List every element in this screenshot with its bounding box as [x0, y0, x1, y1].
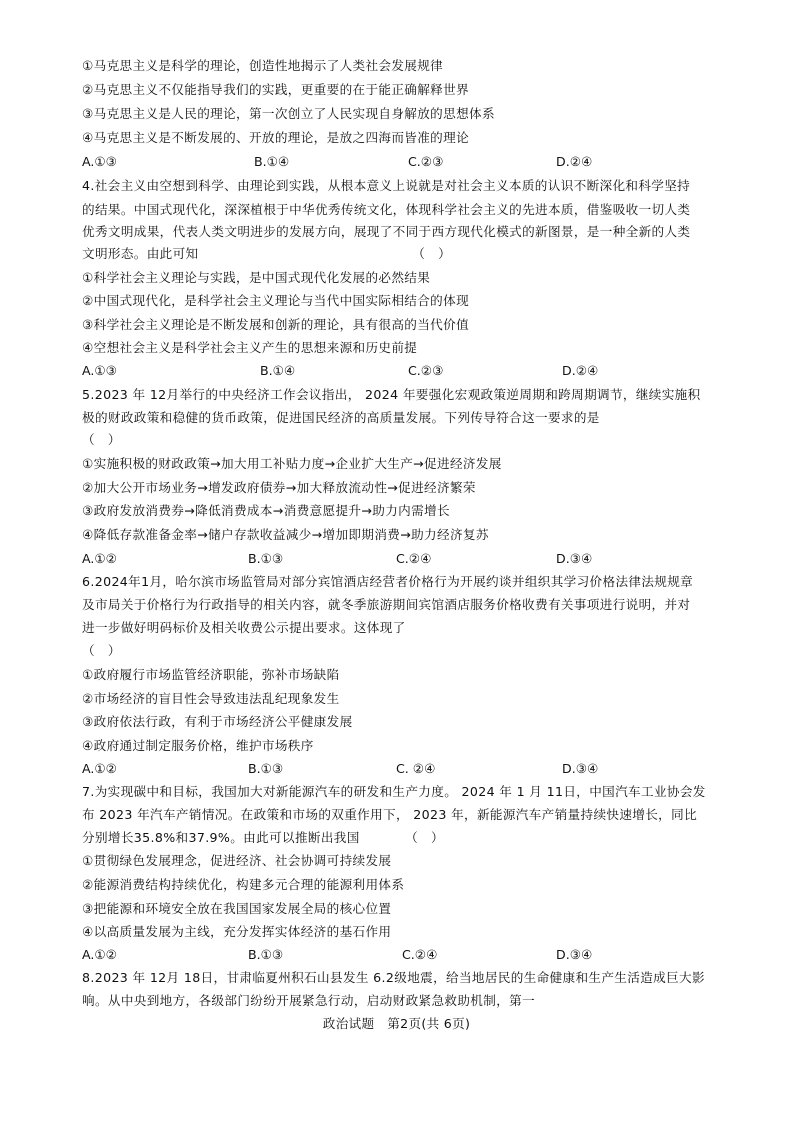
q4-stem-line-4: 文明形态。由此可知 （ ） [82, 246, 452, 261]
q6-item-3: ③政府依法行政，有利于市场经济公平健康发展 [82, 714, 353, 729]
page-footer: 政治试题 第2页(共 6页) [322, 1016, 471, 1031]
q7-stem-line-2: 布 2023 年汽车产销情况。在政策和市场的双重作用下， 2023 年，新能源汽车产销量持续快速增长，同比 [82, 807, 698, 822]
q3-options [82, 154, 722, 170]
q5-item-4: ④降低存款准备金率→储户存款收益减少→增加即期消费→助力经济复苏 [82, 527, 489, 542]
q4-item-4: ④空想社会主义是科学社会主义产生的思想来源和历史前提 [82, 340, 418, 355]
q4-option-c: C.②③ [408, 363, 444, 378]
q6-item-1: ①政府履行市场监管经济职能，弥补市场缺陷 [82, 667, 340, 682]
q6-stem-line-1: 6.2024年1月，哈尔滨市场监管局对部分宾馆酒店经营者价格行为开展约谈并组织其学习价格法律法规规章 [82, 574, 694, 589]
q6-item-4: ④政府通过制定服务价格，维护市场秩序 [82, 738, 314, 753]
q7-item-4: ④以高质量发展为主线，充分发挥实体经济的基石作用 [82, 924, 392, 939]
q4-option-d: D.②④ [562, 363, 599, 378]
q6-stem-line-4: （ ） [82, 643, 121, 658]
q5-stem-line-2: 极的财政政策和稳健的货币政策，促进国民经济的高质量发展。下列传导符合这一要求的是 [82, 410, 600, 425]
q7-option-c: C.②④ [402, 947, 438, 962]
q3-option-a: A.①③ [82, 154, 117, 169]
q7-item-2: ②能源消费结构持续优化，构建多元合理的能源利用体系 [82, 877, 405, 892]
q5-options [82, 551, 722, 567]
q4-item-2: ②中国式现代化，是科学社会主义理论与当代中国实际相结合的体现 [82, 293, 470, 308]
q5-item-1: ①实施积极的财政政策→加大用工补贴力度→企业扩大生产→促进经济发展 [82, 456, 502, 471]
q8-stem-line-1: 8.2023 年 12月 18日，甘肃临夏州积石山县发生 6.2级地震，给当地居民的生命健康和生产生活造成巨大影 [82, 970, 705, 985]
q7-item-3: ③把能源和环境安全放在我国国家发展全局的核心位置 [82, 901, 392, 916]
q4-stem-line-1: 4.社会主义由空想到科学、由理论到实践，从根本意义上说就是对社会主义本质的认识不断深化和科学坚持 [82, 178, 691, 193]
q3-option-d: D.②④ [556, 154, 593, 169]
q3-item-1: ①马克思主义是科学的理论，创造性地揭示了人类社会发展规律 [82, 58, 444, 73]
q5-stem-line-1: 5.2023 年 12月举行的中央经济工作会议指出， 2024 年要强化宏观政策逆周期和跨周期调节，继续实施积 [82, 387, 701, 402]
q7-stem-line-3: 分别增长35.8%和37.9%。由此可以推断出我国 （ ） [82, 830, 444, 845]
q4-option-b: B.①④ [260, 363, 296, 378]
q6-stem-line-3: 进一步做好明码标价及相关收费公示提出要求。这体现了 [82, 620, 406, 635]
q3-option-c: C.②③ [408, 154, 444, 169]
q5-item-2: ②加大公开市场业务→增发政府债券→加大释放流动性→促进经济繁荣 [82, 480, 476, 495]
q5-option-a: A.①② [82, 551, 117, 566]
q4-options [82, 363, 722, 379]
q6-option-d: D.③④ [562, 761, 599, 776]
q7-option-a: A.①② [82, 947, 117, 962]
q8-stem-line-2: 响。从中央到地方，各级部门纷纷开展紧急行动，启动财政紧急救助机制，第一 [82, 993, 536, 1008]
q3-item-2: ②马克思主义不仅能指导我们的实践，更重要的在于能正确解释世界 [82, 82, 470, 97]
q6-stem-line-2: 及市局关于价格行为行政指导的相关内容，就冬季旅游期间宾馆酒店服务价格收费有关事项进行说明，并对 [82, 597, 691, 612]
q7-option-b: B.①③ [248, 947, 284, 962]
q3-item-4: ④马克思主义是不断发展的、开放的理论，是放之四海而皆准的理论 [82, 130, 470, 145]
q5-stem-line-3: （ ） [82, 432, 121, 447]
q6-options [82, 761, 722, 777]
q5-item-3: ③政府发放消费券→降低消费成本→消费意愿提升→助力内需增长 [82, 503, 450, 518]
q4-stem-line-2: 的结果。中国式现代化，深深植根于中华优秀传统文化，体现科学社会主义的先进本质，借鉴吸收一切人类 [82, 202, 691, 217]
q5-option-c: C.②④ [396, 551, 432, 566]
q7-option-d: D.③④ [556, 947, 593, 962]
q4-item-1: ①科学社会主义理论与实践，是中国式现代化发展的必然结果 [82, 270, 431, 285]
q7-stem-line-1: 7.为实现碳中和目标，我国加大对新能源汽车的研发和生产力度。 2024 年 1 月 11日，中国汽车工业协会发 [82, 784, 706, 799]
q7-options [82, 947, 722, 963]
q3-item-3: ③马克思主义是人民的理论，第一次创立了人民实现自身解放的思想体系 [82, 106, 495, 121]
q5-option-b: B.①③ [248, 551, 284, 566]
q3-option-b: B.①④ [254, 154, 290, 169]
q6-option-b: B.①③ [248, 761, 284, 776]
q6-option-c: C. ②④ [396, 761, 436, 776]
q4-option-a: A.①③ [82, 363, 117, 378]
q6-item-2: ②市场经济的盲目性会导致违法乱纪现象发生 [82, 691, 340, 706]
q4-item-3: ③科学社会主义理论是不断发展和创新的理论，具有很高的当代价值 [82, 317, 470, 332]
q6-option-a: A.①② [82, 761, 117, 776]
q7-item-1: ①贯彻绿色发展理念，促进经济、社会协调可持续发展 [82, 853, 392, 868]
q4-stem-line-3: 优秀文明成果，代表人类文明进步的发展方向，展现了不同于西方现代化模式的新图景，是一种全新的人类 [82, 224, 691, 239]
q5-option-d: D.③④ [556, 551, 593, 566]
